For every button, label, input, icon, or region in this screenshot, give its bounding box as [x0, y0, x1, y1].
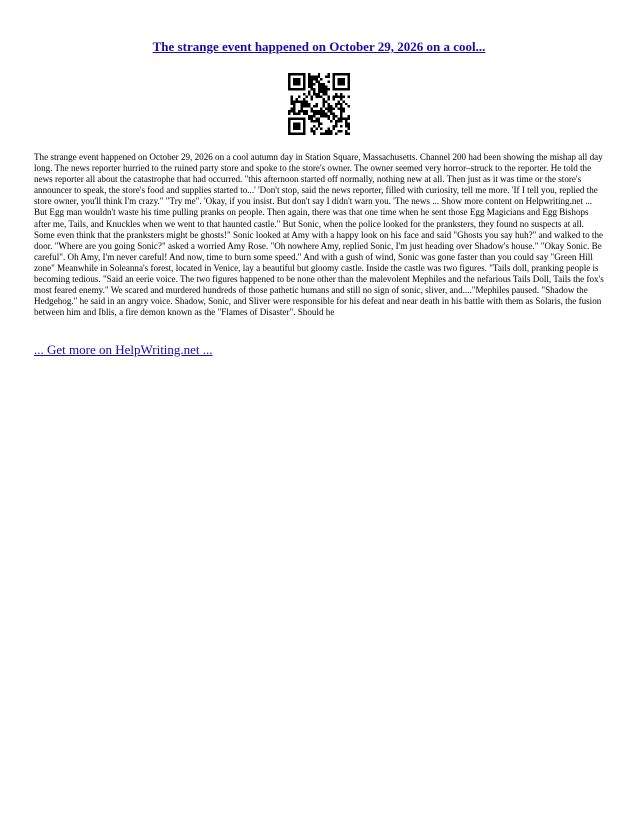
title-link[interactable]: The strange event happened on October 29, 2026 on a cool...	[152, 39, 486, 54]
article-body	[34, 152, 606, 318]
get-more-link[interactable]: ... Get more on HelpWriting.net ...	[34, 342, 213, 357]
document-title	[0, 39, 638, 55]
paragraph-1: The strange event happened on October 29, 2026 on a cool autumn day in Station Square, Massachusetts. Channel 200 had been showing the mishap all day long. The news reporter hurried to the ruined party store and spoke to the store's owner. The owner seemed very horror–struck to the reporter. He told the news reporter all about the catastrophe that had occurred. "this afternoon started off normally, nothing new at all. Then just as it was time or the store's announcer to speak, the store's food and supplies started to...' 'Don't stop, said the news reporter, filled with curiosity, tell me more. 'If I tell you, replied the store owner, you'll think I'm crazy." "Try me". 'Okay, if you insist. But don't say I didn't warn you. 'The news ... Show more content on Helpwriting.net ...	[34, 152, 603, 207]
paragraph-2: But Egg man wouldn't waste his time pulling pranks on people. Then again, there was that one time when he sent those Egg Magicians and Egg Bishops after me, Tails, and Knuckles when we went to that haunted castle." But Sonic, when the police looked for the pranksters, they found no suspects at all. Some even think that the pranksters might be ghosts!" Sonic looked at Amy with a happy look on his face and said "Ghosts you say huh?" and walked to the door. "Where are you going Sonic?" asked a worried Amy Rose. "Oh nowhere Amy, replied Sonic, I'm just heading over Shadow's house." "Okay Sonic. Be careful". Oh Amy, I'm never careful! And now, time to burn some speed." And with a gush of wind, Sonic was gone faster than you could say "Green Hill zone" Meanwhile in Soleanna's forest, located in Venice, lay a beautiful but gloomy castle. Inside the castle was two figures. "Tails doll, pranking people is becoming tedious. "Said an eerie voice. The two figures happened to be none other than the malevolent Mephiles and the nefarious Tails Doll, Tails the fox's most feared enemy." We scared and murdered hundreds of those pathetic humans and still no sign of sonic, sliver, and...."Mephiles paused. "Shadow the Hedgehog." he said in an angry voice. Shadow, Sonic, and Sliver were responsible for his defeat and near death in his battle with them as Solaris, the fusion between him and Iblis, a fire demon known as the "Flames of Disaster". Should he	[34, 207, 604, 318]
qr-code-image	[288, 73, 350, 135]
get-more-section	[34, 342, 213, 358]
